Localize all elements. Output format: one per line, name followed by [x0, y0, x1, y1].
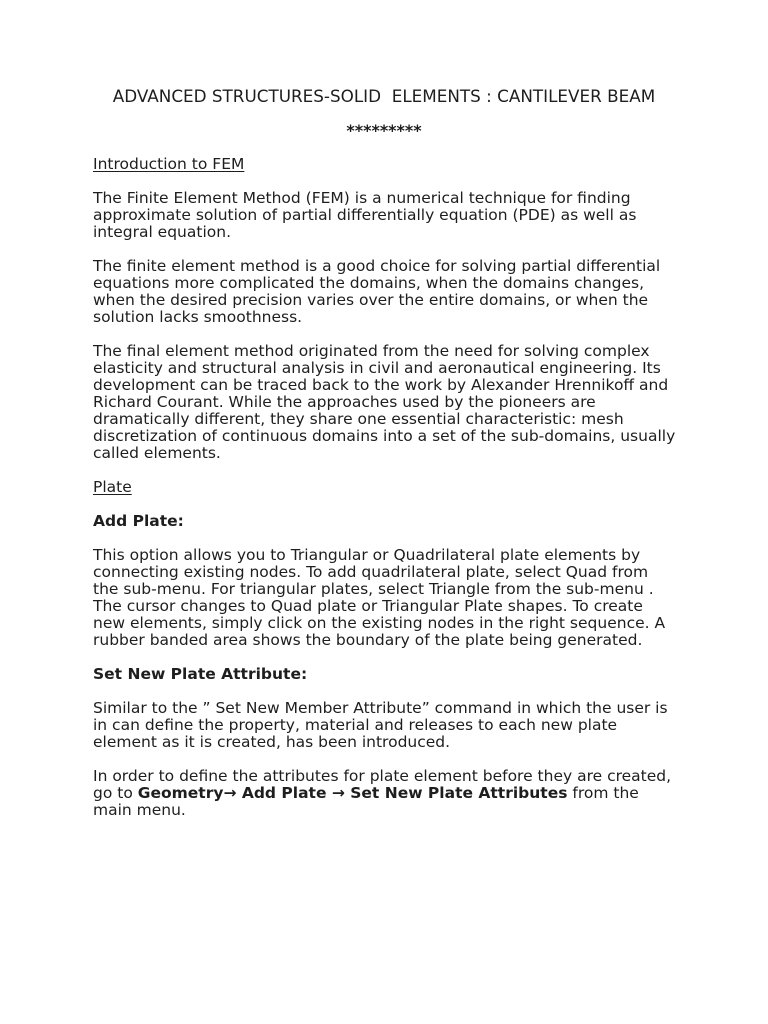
intro-paragraph-1 — [93, 190, 768, 241]
intro-paragraph-2 — [93, 258, 768, 326]
intro-paragraph-3 — [93, 343, 768, 462]
paragraph-line: development can be traced back to the work by Alexander Hrennikoff and — [93, 376, 669, 394]
paragraph-line: The Finite Element Method (FEM) is a numerical technique for finding — [93, 189, 631, 207]
document-title: ADVANCED STRUCTURES-SOLID ELEMENTS : CANTILEVER BEAM — [112, 86, 656, 106]
paragraph-line: discretization of continuous domains into a set of the sub-domains, usually — [93, 427, 676, 445]
paragraph-line: in can define the property, material and releases to each new plate — [93, 716, 618, 734]
paragraph-line: integral equation. — [93, 223, 232, 241]
paragraph-line: elasticity and structural analysis in civil and aeronautical engineering. Its — [93, 359, 661, 377]
paragraph-line: solution lacks smoothness. — [93, 308, 303, 326]
paragraph-line: the sub-menu. For triangular plates, select Triangle from the sub-menu . — [93, 580, 654, 598]
paragraph-line: new elements, simply click on the existing nodes in the right sequence. A — [93, 614, 666, 632]
menu-path: Geometry→ Add Plate → Set New Plate Attributes — [137, 784, 568, 802]
set-new-plate-attribute-heading: Set New Plate Attribute: — [93, 665, 308, 683]
paragraph-line: The final element method originated from the need for solving complex — [93, 342, 650, 360]
document-body — [0, 88, 768, 836]
paragraph-line: approximate solution of partial differentially equation (PDE) as well as — [93, 206, 637, 224]
paragraph-line: The finite element method is a good choice for solving partial differential — [93, 257, 661, 275]
paragraph-line: element as it is created, has been introduced. — [93, 733, 451, 751]
set-attribute-paragraph-1 — [93, 700, 768, 751]
menu-path-line — [93, 785, 768, 802]
set-attribute-paragraph-2 — [93, 768, 768, 819]
paragraph-line: Richard Courant. While the approaches used by the pioneers are — [93, 393, 596, 411]
introduction-heading: Introduction to FEM — [93, 155, 245, 173]
paragraph-line: dramatically different, they share one essential characteristic: mesh — [93, 410, 624, 428]
section-heading-introduction — [93, 156, 768, 173]
paragraph-line: when the desired precision varies over the entire domains, or when the — [93, 291, 649, 309]
subsection-heading-add-plate — [93, 513, 768, 530]
subsection-heading-set-new-plate-attribute — [93, 666, 768, 683]
plate-heading: Plate — [93, 478, 132, 496]
menu-path-suffix: from the — [567, 784, 639, 802]
add-plate-heading: Add Plate: — [93, 512, 184, 530]
menu-path-prefix: go to — [93, 784, 138, 802]
paragraph-line: This option allows you to Triangular or Quadrilateral plate elements by — [93, 546, 641, 564]
add-plate-paragraph — [93, 547, 768, 649]
paragraph-line: connecting existing nodes. To add quadrilateral plate, select Quad from — [93, 563, 649, 581]
section-heading-plate — [93, 479, 768, 496]
paragraph-line: equations more complicated the domains, when the domains changes, — [93, 274, 645, 292]
paragraph-line: Similar to the ” Set New Member Attribute” command in which the user is — [93, 699, 668, 717]
paragraph-line: The cursor changes to Quad plate or Triangular Plate shapes. To create — [93, 597, 643, 615]
paragraph-line: In order to define the attributes for plate element before they are created, — [93, 767, 672, 785]
paragraph-line: rubber banded area shows the boundary of the plate being generated. — [93, 631, 643, 649]
title-separator: ********* — [346, 121, 422, 140]
paragraph-line: main menu. — [93, 801, 186, 819]
paragraph-line: called elements. — [93, 444, 221, 462]
